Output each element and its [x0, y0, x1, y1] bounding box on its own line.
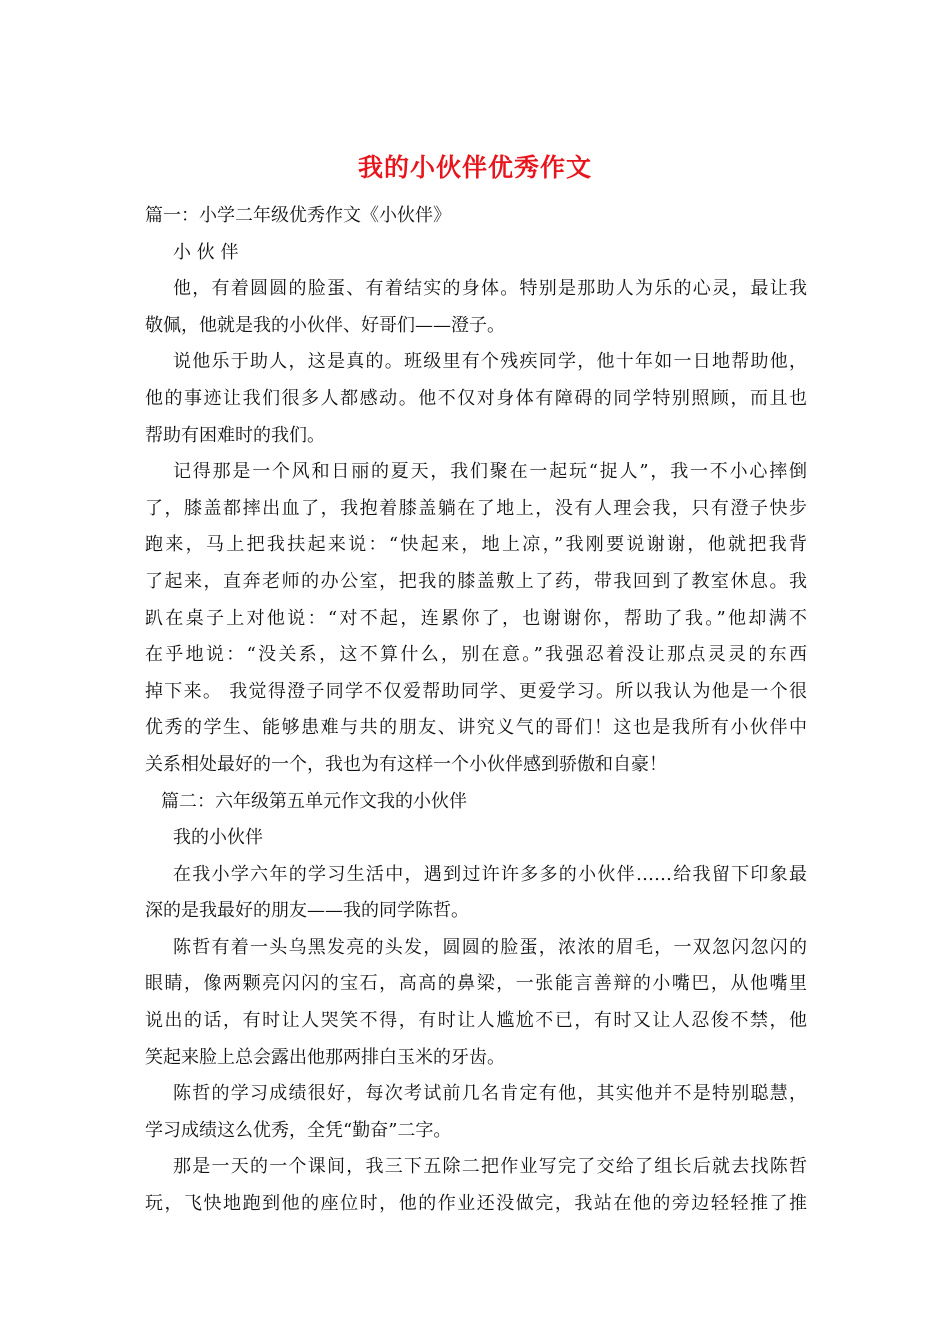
paragraph-line: 了，膝盖都摔出血了，我抱着膝盖躺在了地上，没有人理会我，只有澄子快步: [145, 497, 807, 519]
paragraph-line: 学习成绩这么优秀，全凭“勤奋”二字。: [145, 1119, 452, 1141]
paragraph-line: 陈哲的学习成绩很好，每次考试前几名肯定有他，其实他并不是特别聪慧，: [173, 1083, 807, 1105]
section-heading: 篇二：六年级第五单元作文我的小伙伴: [161, 790, 467, 812]
section-heading: 篇一：小学二年级优秀作文《小伙伴》: [145, 205, 451, 226]
paragraph-line: 那是一天的一个课间，我三下五除二把作业写完了交给了组长后就去找陈哲: [173, 1156, 807, 1178]
paragraph-line: 深的是我最好的朋友——我的同学陈哲。: [145, 900, 469, 922]
paragraph-line: 眼睛，像两颗亮闪闪的宝石，高高的鼻梁，一张能言善辩的小嘴巴，从他嘴里: [145, 973, 807, 995]
paragraph-line: 趴在桌子上对他说：“对不起，连累你了，也谢谢你，帮助了我。”他却满不: [145, 607, 807, 629]
paragraph-line: 说他乐于助人，这是真的。班级里有个残疾同学，他十年如一日地帮助他，: [173, 351, 807, 373]
paragraph-line: 笑起来脸上总会露出他那两排白玉米的牙齿。: [145, 1046, 505, 1068]
paragraph-line: 优秀的学生、能够患难与共的朋友、讲究义气的哥们！这也是我所有小伙伴中: [145, 717, 807, 739]
paragraph-line: 在乎地说：“没关系，这不算什么，别在意。”我强忍着没让那点灵灵的东西: [145, 644, 807, 666]
paragraph-line: 他，有着圆圆的脸蛋、有着结实的身体。特别是那助人为乐的心灵，最让我: [173, 278, 807, 300]
paragraph-line: 他的事迹让我们很多人都感动。他不仅对身体有障碍的同学特别照顾，而且也: [145, 387, 807, 409]
paragraph-line: 了起来，直奔老师的办公室，把我的膝盖敷上了药，带我回到了教室休息。我: [145, 570, 807, 592]
paragraph-line: 掉下来。 我觉得澄子同学不仅爱帮助同学、更爱学习。所以我认为他是一个很: [145, 680, 807, 702]
essay-title: 我的小伙伴: [173, 827, 263, 849]
paragraph-line: 在我小学六年的学习生活中，遇到过许许多多的小伙伴……给我留下印象最: [173, 863, 807, 885]
essay-title: 小 伙 伴: [173, 241, 239, 263]
paragraph-line: 帮助有困难时的我们。: [145, 424, 325, 446]
paragraph-line: 说出的话，有时让人哭笑不得，有时让人尴尬不已，有时又让人忍俊不禁，他: [145, 1010, 807, 1032]
paragraph-line: 关系相处最好的一个，我也为有这样一个小伙伴感到骄傲和自豪！: [145, 753, 667, 775]
paragraph-line: 玩，飞快地跑到他的座位时，他的作业还没做完，我站在他的旁边轻轻推了推: [145, 1193, 807, 1215]
paragraph-line: 跑来，马上把我扶起来说：“快起来，地上凉，”我刚要说谢谢，他就把我背: [145, 534, 807, 556]
paragraph-line: 记得那是一个风和日丽的夏天，我们聚在一起玩“捉人”，我一不小心摔倒: [173, 461, 807, 483]
document-body: [145, 198, 807, 1223]
paragraph-line: 陈哲有着一头乌黑发亮的头发，圆圆的脸蛋，浓浓的眉毛，一双忽闪忽闪的: [173, 936, 807, 958]
paragraph-line: 敬佩，他就是我的小伙伴、好哥们——澄子。: [145, 314, 505, 336]
document-title: 我的小伙伴优秀作文: [357, 153, 592, 182]
